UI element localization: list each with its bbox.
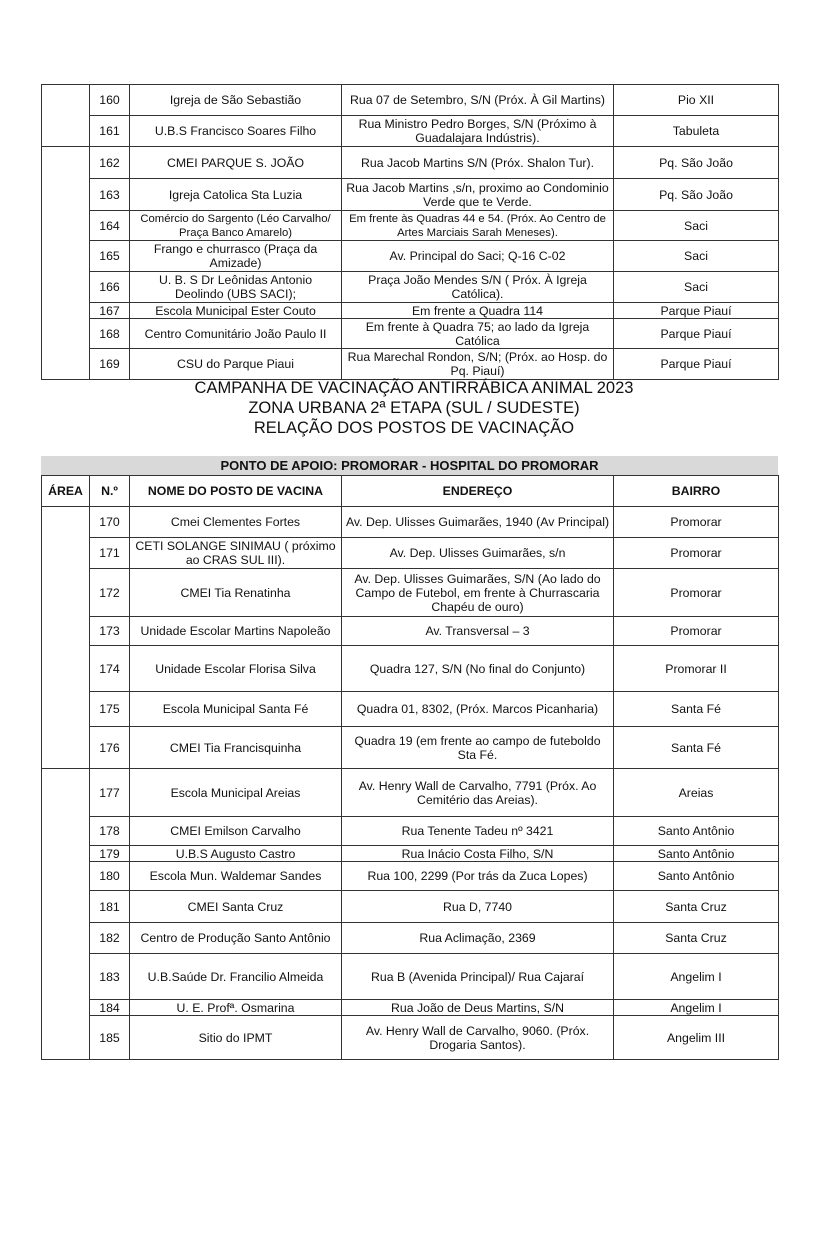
- post-number: 169: [90, 349, 130, 380]
- post-address: Rua D, 7740: [342, 891, 614, 923]
- post-name: CMEI Tia Francisquinha: [130, 727, 342, 769]
- table-row: [42, 891, 779, 923]
- area-cell: [42, 303, 90, 319]
- post-district: Santo Antônio: [614, 862, 779, 891]
- post-number: 161: [90, 116, 130, 147]
- post-name: U. E. Profª. Osmarina: [130, 1000, 342, 1016]
- table-row: [42, 769, 779, 817]
- post-district: Santa Fé: [614, 692, 779, 727]
- post-address: Rua Tenente Tadeu nº 3421: [342, 817, 614, 846]
- post-number: 164: [90, 211, 130, 241]
- post-address: Quadra 01, 8302, (Próx. Marcos Picanharia): [342, 692, 614, 727]
- post-district: Saci: [614, 211, 779, 241]
- post-district: Promorar II: [614, 646, 779, 692]
- post-district: Santo Antônio: [614, 846, 779, 862]
- post-name: CETI SOLANGE SINIMAU ( próximo ao CRAS SUL III).: [130, 538, 342, 569]
- post-district: Promorar: [614, 538, 779, 569]
- post-number: 173: [90, 617, 130, 646]
- post-address: Rua 100, 2299 (Por trás da Zuca Lopes): [342, 862, 614, 891]
- area-cell: [42, 349, 90, 380]
- area-cell: [42, 891, 90, 923]
- post-district: Santa Cruz: [614, 923, 779, 954]
- area-cell: [42, 727, 90, 769]
- post-name: CMEI Tia Renatinha: [130, 569, 342, 617]
- post-address: Av. Dep. Ulisses Guimarães, 1940 (Av Principal): [342, 507, 614, 538]
- post-number: 181: [90, 891, 130, 923]
- post-district: Angelim III: [614, 1016, 779, 1060]
- post-name: Escola Municipal Santa Fé: [130, 692, 342, 727]
- post-name: CMEI PARQUE S. JOÃO: [130, 147, 342, 179]
- post-district: Parque Piauí: [614, 319, 779, 349]
- table-row: [42, 211, 779, 241]
- table-row: [42, 1000, 779, 1016]
- post-name: CMEI Santa Cruz: [130, 891, 342, 923]
- post-number: 180: [90, 862, 130, 891]
- header-address: ENDEREÇO: [342, 476, 614, 507]
- post-number: 176: [90, 727, 130, 769]
- table-row: [42, 538, 779, 569]
- table-row: [42, 116, 779, 147]
- post-district: Santa Fé: [614, 727, 779, 769]
- table-row: [42, 846, 779, 862]
- table-row: [42, 569, 779, 617]
- support-point-banner: PONTO DE APOIO: PROMORAR - HOSPITAL DO PROMORAR: [41, 456, 778, 475]
- area-cell: [42, 1000, 90, 1016]
- table-row: [42, 954, 779, 1000]
- post-address: Rua Aclimação, 2369: [342, 923, 614, 954]
- table-row: [42, 241, 779, 272]
- table-row: [42, 319, 779, 349]
- area-cell: [42, 692, 90, 727]
- campaign-list-line: RELAÇÃO DOS POSTOS DE VACINAÇÃO: [253, 419, 575, 437]
- table-row: [42, 272, 779, 303]
- post-district: Pq. São João: [614, 179, 779, 211]
- post-number: 177: [90, 769, 130, 817]
- post-number: 171: [90, 538, 130, 569]
- post-district: Pq. São João: [614, 147, 779, 179]
- post-name: Escola Municipal Ester Couto: [130, 303, 342, 319]
- post-number: 168: [90, 319, 130, 349]
- post-number: 166: [90, 272, 130, 303]
- post-name: Unidade Escolar Florisa Silva: [130, 646, 342, 692]
- post-number: 167: [90, 303, 130, 319]
- area-cell: [42, 923, 90, 954]
- post-district: Promorar: [614, 617, 779, 646]
- post-address: Av. Dep. Ulisses Guimarães, S/N (Ao lado do Campo de Futebol, em frente à Churrascaria Chapéu de ouro): [342, 569, 614, 617]
- area-cell: [42, 85, 90, 116]
- table-row: [42, 85, 779, 116]
- post-district: Pio XII: [614, 85, 779, 116]
- area-cell: [42, 147, 90, 179]
- post-district: Angelim I: [614, 1000, 779, 1016]
- area-cell: [42, 769, 90, 817]
- campaign-title: [0, 378, 828, 438]
- area-cell: [42, 846, 90, 862]
- table-row: [42, 147, 779, 179]
- header-area: ÁREA: [42, 476, 90, 507]
- area-cell: [42, 179, 90, 211]
- post-number: 185: [90, 1016, 130, 1060]
- post-address: Em frente às Quadras 44 e 54. (Próx. Ao Centro de Artes Marciais Sarah Meneses).: [342, 211, 614, 241]
- post-address: Quadra 19 (em frente ao campo de futeboldo Sta Fé.: [342, 727, 614, 769]
- post-number: 174: [90, 646, 130, 692]
- post-district: Promorar: [614, 569, 779, 617]
- post-address: Rua Ministro Pedro Borges, S/N (Próximo à Guadalajara Indústris).: [342, 116, 614, 147]
- post-name: Igreja de São Sebastião: [130, 85, 342, 116]
- post-address: Praça João Mendes S/N ( Próx. À Igreja Católica).: [342, 272, 614, 303]
- post-address: Av. Dep. Ulisses Guimarães, s/n: [342, 538, 614, 569]
- post-address: Rua Inácio Costa Filho, S/N: [342, 846, 614, 862]
- post-number: 178: [90, 817, 130, 846]
- post-name: Sitio do IPMT: [130, 1016, 342, 1060]
- table-row: [42, 817, 779, 846]
- post-district: Santa Cruz: [614, 891, 779, 923]
- post-district: Parque Piauí: [614, 303, 779, 319]
- table-row: [42, 179, 779, 211]
- area-cell: [42, 538, 90, 569]
- table-row: [42, 692, 779, 727]
- post-district: Santo Antônio: [614, 817, 779, 846]
- campaign-title-line: CAMPANHA DE VACINAÇÃO ANTIRRÁBICA ANIMAL 2023: [194, 379, 634, 397]
- table-row: [42, 303, 779, 319]
- area-cell: [42, 116, 90, 147]
- post-address: Av. Henry Wall de Carvalho, 9060. (Próx. Drogaria Santos).: [342, 1016, 614, 1060]
- post-name: Centro de Produção Santo Antônio: [130, 923, 342, 954]
- post-address: Quadra 127, S/N (No final do Conjunto): [342, 646, 614, 692]
- post-address: Rua Marechal Rondon, S/N; (Próx. ao Hosp. do Pq. Piauí): [342, 349, 614, 380]
- post-number: 163: [90, 179, 130, 211]
- post-address: Em frente a Quadra 114: [342, 303, 614, 319]
- post-name: U.B.S Augusto Castro: [130, 846, 342, 862]
- table-row: [42, 727, 779, 769]
- post-name: CSU do Parque Piaui: [130, 349, 342, 380]
- post-address: Rua 07 de Setembro, S/N (Próx. À Gil Martins): [342, 85, 614, 116]
- area-cell: [42, 569, 90, 617]
- post-name: Unidade Escolar Martins Napoleão: [130, 617, 342, 646]
- post-number: 162: [90, 147, 130, 179]
- area-cell: [42, 1016, 90, 1060]
- table-row: [42, 617, 779, 646]
- area-cell: [42, 617, 90, 646]
- post-address: Av. Henry Wall de Carvalho, 7791 (Próx. Ao Cemitério das Areias).: [342, 769, 614, 817]
- post-district: Saci: [614, 241, 779, 272]
- post-name: U.B.Saúde Dr. Francilio Almeida: [130, 954, 342, 1000]
- table-row: [42, 923, 779, 954]
- post-number: 160: [90, 85, 130, 116]
- post-district: Parque Piauí: [614, 349, 779, 380]
- post-name: U.B.S Francisco Soares Filho: [130, 116, 342, 147]
- post-district: Saci: [614, 272, 779, 303]
- vaccination-posts-table-continued: [41, 84, 779, 380]
- header-district: BAIRRO: [614, 476, 779, 507]
- area-cell: [42, 319, 90, 349]
- table-row: [42, 349, 779, 380]
- post-address: Rua Jacob Martins ,s/n, proximo ao Condominio Verde que te Verde.: [342, 179, 614, 211]
- campaign-zone-line: ZONA URBANA 2ª ETAPA (SUL / SUDESTE): [248, 399, 580, 417]
- post-address: Rua B (Avenida Principal)/ Rua Cajaraí: [342, 954, 614, 1000]
- post-number: 183: [90, 954, 130, 1000]
- post-number: 182: [90, 923, 130, 954]
- post-number: 179: [90, 846, 130, 862]
- post-name: Escola Mun. Waldemar Sandes: [130, 862, 342, 891]
- vaccination-posts-table: [41, 475, 779, 1060]
- post-number: 165: [90, 241, 130, 272]
- post-number: 184: [90, 1000, 130, 1016]
- area-cell: [42, 507, 90, 538]
- area-cell: [42, 211, 90, 241]
- post-number: 175: [90, 692, 130, 727]
- post-district: Areias: [614, 769, 779, 817]
- area-cell: [42, 862, 90, 891]
- area-cell: [42, 646, 90, 692]
- post-name: Escola Municipal Areias: [130, 769, 342, 817]
- table-row: [42, 646, 779, 692]
- post-district: Angelim I: [614, 954, 779, 1000]
- post-district: Promorar: [614, 507, 779, 538]
- post-district: Tabuleta: [614, 116, 779, 147]
- header-name: NOME DO POSTO DE VACINA: [130, 476, 342, 507]
- post-address: Av. Transversal – 3: [342, 617, 614, 646]
- post-name: Frango e churrasco (Praça da Amizade): [130, 241, 342, 272]
- post-name: Centro Comunitário João Paulo II: [130, 319, 342, 349]
- post-name: U. B. S Dr Leônidas Antonio Deolindo (UBS SACI);: [130, 272, 342, 303]
- table-row: [42, 1016, 779, 1060]
- post-name: CMEI Emilson Carvalho: [130, 817, 342, 846]
- post-address: Rua Jacob Martins S/N (Próx. Shalon Tur).: [342, 147, 614, 179]
- post-name: Cmei Clementes Fortes: [130, 507, 342, 538]
- post-name: Igreja Catolica Sta Luzia: [130, 179, 342, 211]
- post-number: 170: [90, 507, 130, 538]
- post-address: Av. Principal do Saci; Q-16 C-02: [342, 241, 614, 272]
- post-number: 172: [90, 569, 130, 617]
- table-row: [42, 507, 779, 538]
- table-header-row: [42, 476, 779, 507]
- post-address: Em frente à Quadra 75; ao lado da Igreja Católica: [342, 319, 614, 349]
- area-cell: [42, 817, 90, 846]
- post-name: Comércio do Sargento (Léo Carvalho/ Praça Banco Amarelo): [130, 211, 342, 241]
- area-cell: [42, 272, 90, 303]
- table-row: [42, 862, 779, 891]
- header-number: N.º: [90, 476, 130, 507]
- area-cell: [42, 954, 90, 1000]
- area-cell: [42, 241, 90, 272]
- post-address: Rua João de Deus Martins, S/N: [342, 1000, 614, 1016]
